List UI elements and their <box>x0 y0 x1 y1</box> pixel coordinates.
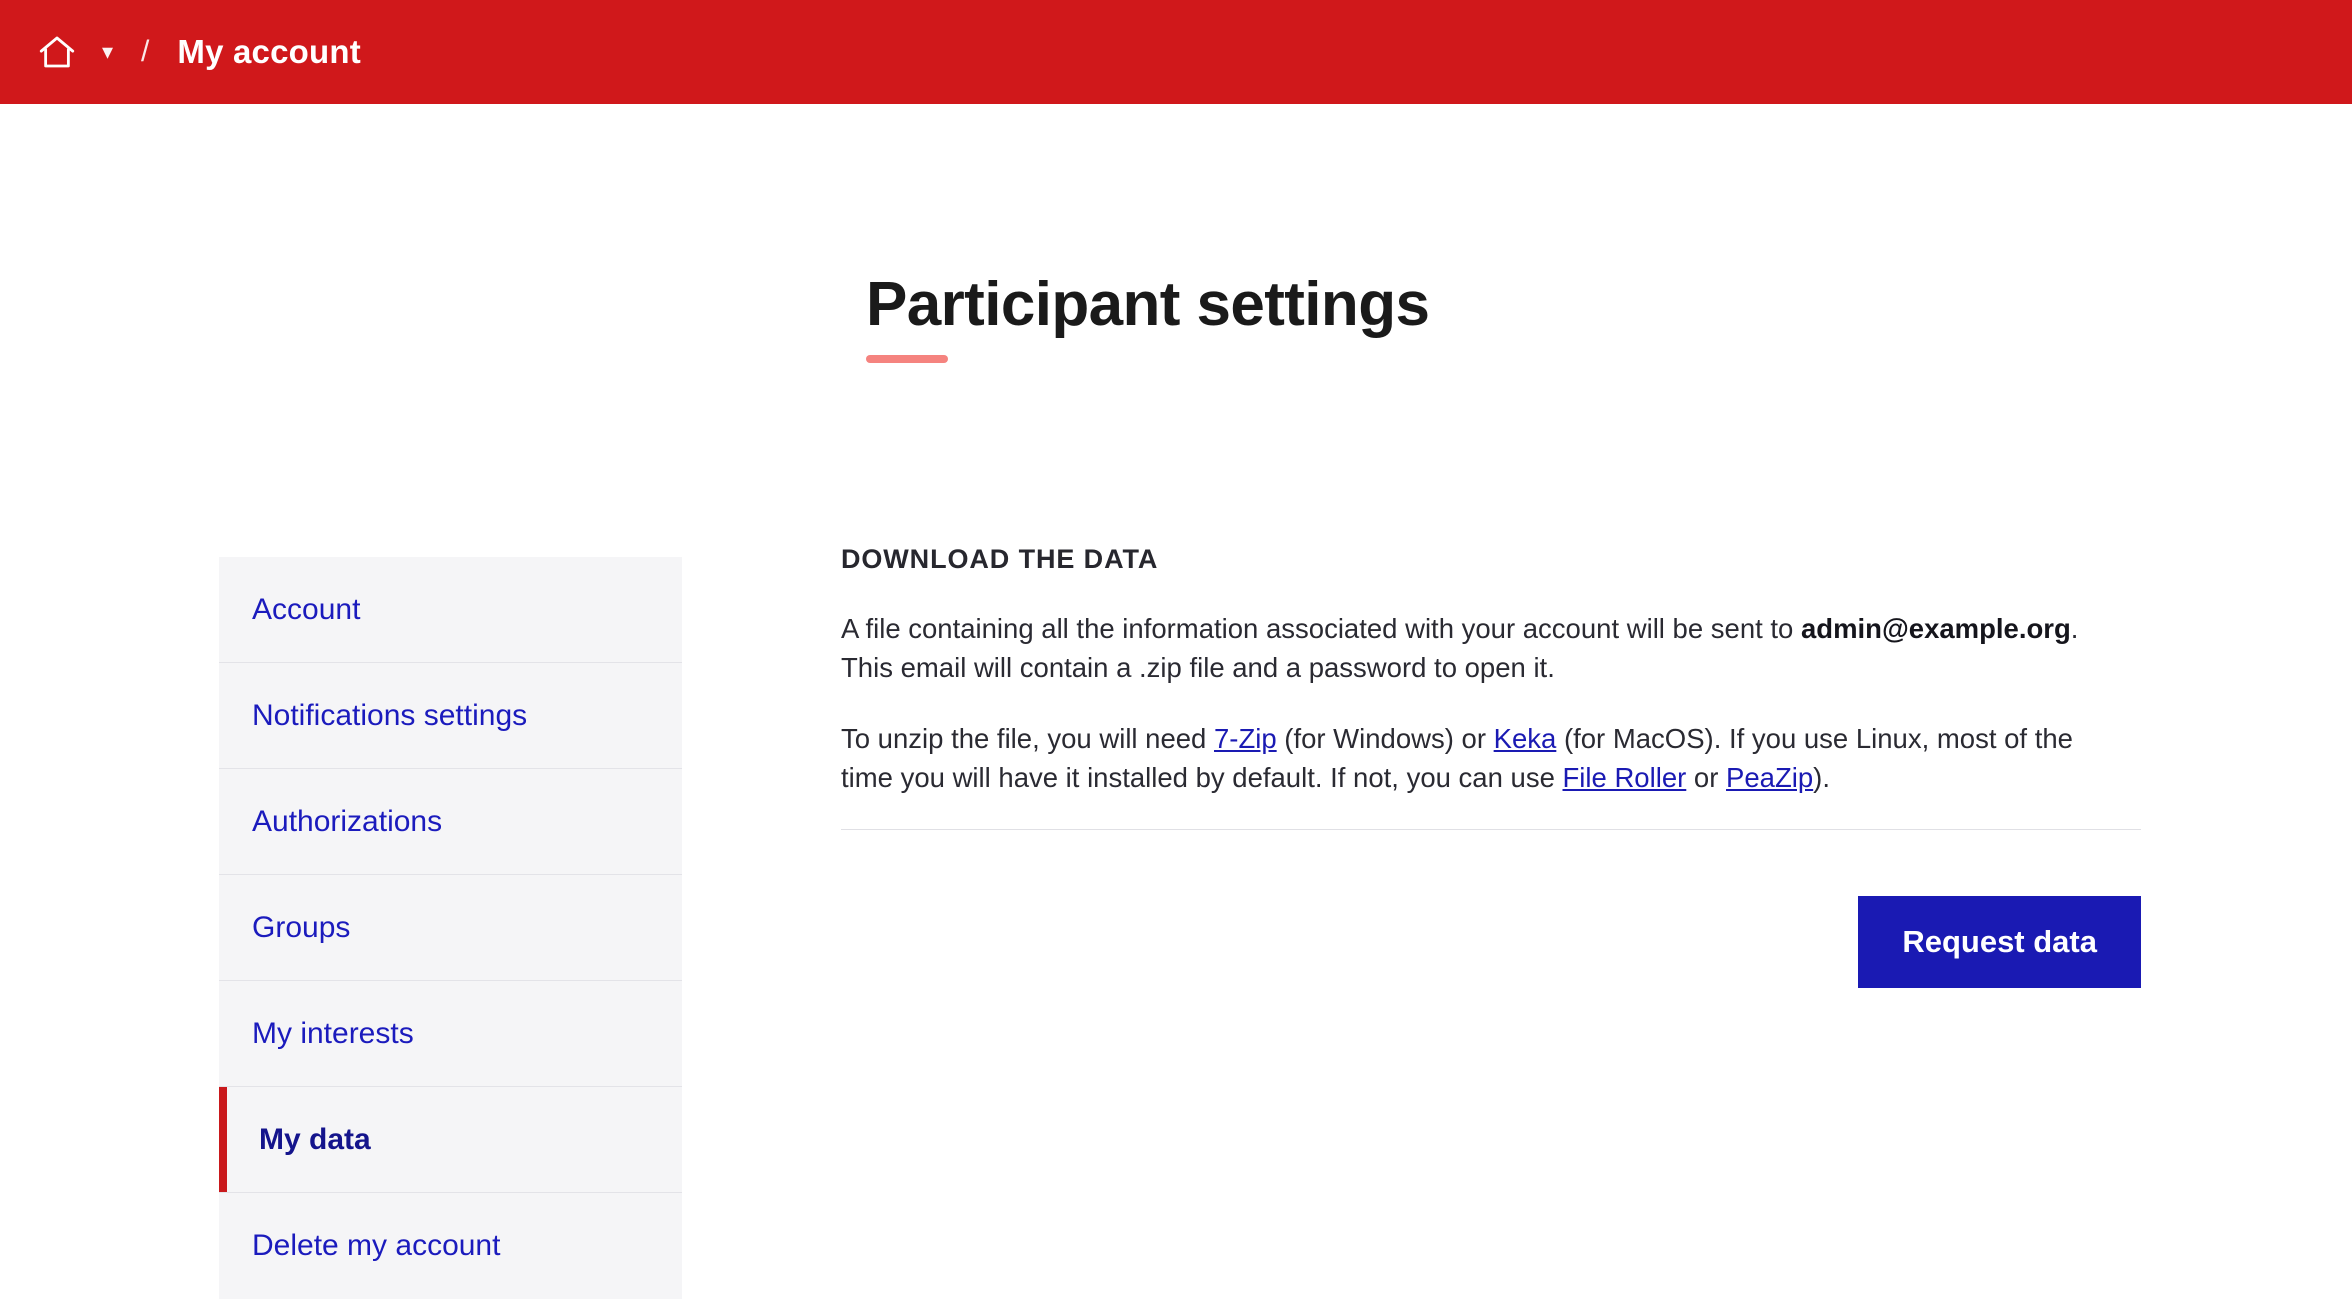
main-content <box>841 544 2141 988</box>
paragraph1-after-email: . This email will contain a .zip file and a password to open it. <box>841 613 2079 684</box>
sidebar-item-label: Account <box>252 592 361 626</box>
breadcrumb-current: My account <box>177 33 361 70</box>
sidebar-item-label: Groups <box>252 910 351 944</box>
sidebar-item-delete-my-account[interactable] <box>219 1193 682 1299</box>
settings-sidebar <box>219 557 682 1299</box>
sidebar-item-label: My interests <box>252 1016 414 1050</box>
paragraph1-before-email: A file containing all the information associated with your account will be sent to <box>841 613 1801 644</box>
page-title-wrap <box>866 272 1429 363</box>
sidebar-item-label: Delete my account <box>252 1229 501 1262</box>
unzip-text-part5: ). <box>1813 762 1830 794</box>
unzip-instructions-paragraph <box>841 719 2111 797</box>
unzip-text-part1: To unzip the file, you will need <box>841 723 1214 755</box>
chevron-down-icon[interactable]: ▾ <box>102 39 114 64</box>
home-icon[interactable] <box>34 29 80 75</box>
request-data-button[interactable]: Request data <box>1858 896 2141 988</box>
sidebar-item-label: Notifications settings <box>252 698 528 732</box>
content-divider <box>841 829 2141 830</box>
sidebar-item-my-interests[interactable] <box>219 981 682 1087</box>
download-description-paragraph <box>841 609 2111 687</box>
link-7zip[interactable]: 7-Zip <box>1214 723 1277 755</box>
unzip-text-part3: (for MacOS). If you use Linux, most of the time you will have it installed by default. If not, you can use <box>841 723 2073 794</box>
sidebar-item-label: Authorizations <box>252 804 443 838</box>
link-keka[interactable]: Keka <box>1493 723 1557 755</box>
link-file-roller[interactable]: File Roller <box>1562 762 1687 794</box>
link-peazip[interactable]: PeaZip <box>1726 762 1814 794</box>
breadcrumb-separator: / <box>141 35 150 68</box>
title-underline <box>866 355 948 363</box>
unzip-text-part4: or <box>1686 762 1727 794</box>
sidebar-item-notifications-settings[interactable] <box>219 663 682 769</box>
action-row <box>841 896 2141 988</box>
sidebar-item-authorizations[interactable] <box>219 769 682 875</box>
page-body <box>0 104 2352 1262</box>
page-title: Participant settings <box>866 270 1430 339</box>
sidebar-item-label: My data <box>259 1122 371 1156</box>
section-title: DOWNLOAD THE DATA <box>841 544 1159 574</box>
top-bar <box>0 0 2352 104</box>
sidebar-item-groups[interactable] <box>219 875 682 981</box>
sidebar-item-account[interactable] <box>219 557 682 663</box>
account-email: admin@example.org <box>1800 613 2071 644</box>
sidebar-item-my-data[interactable] <box>219 1087 682 1193</box>
unzip-text-part2: (for Windows) or <box>1276 723 1494 755</box>
